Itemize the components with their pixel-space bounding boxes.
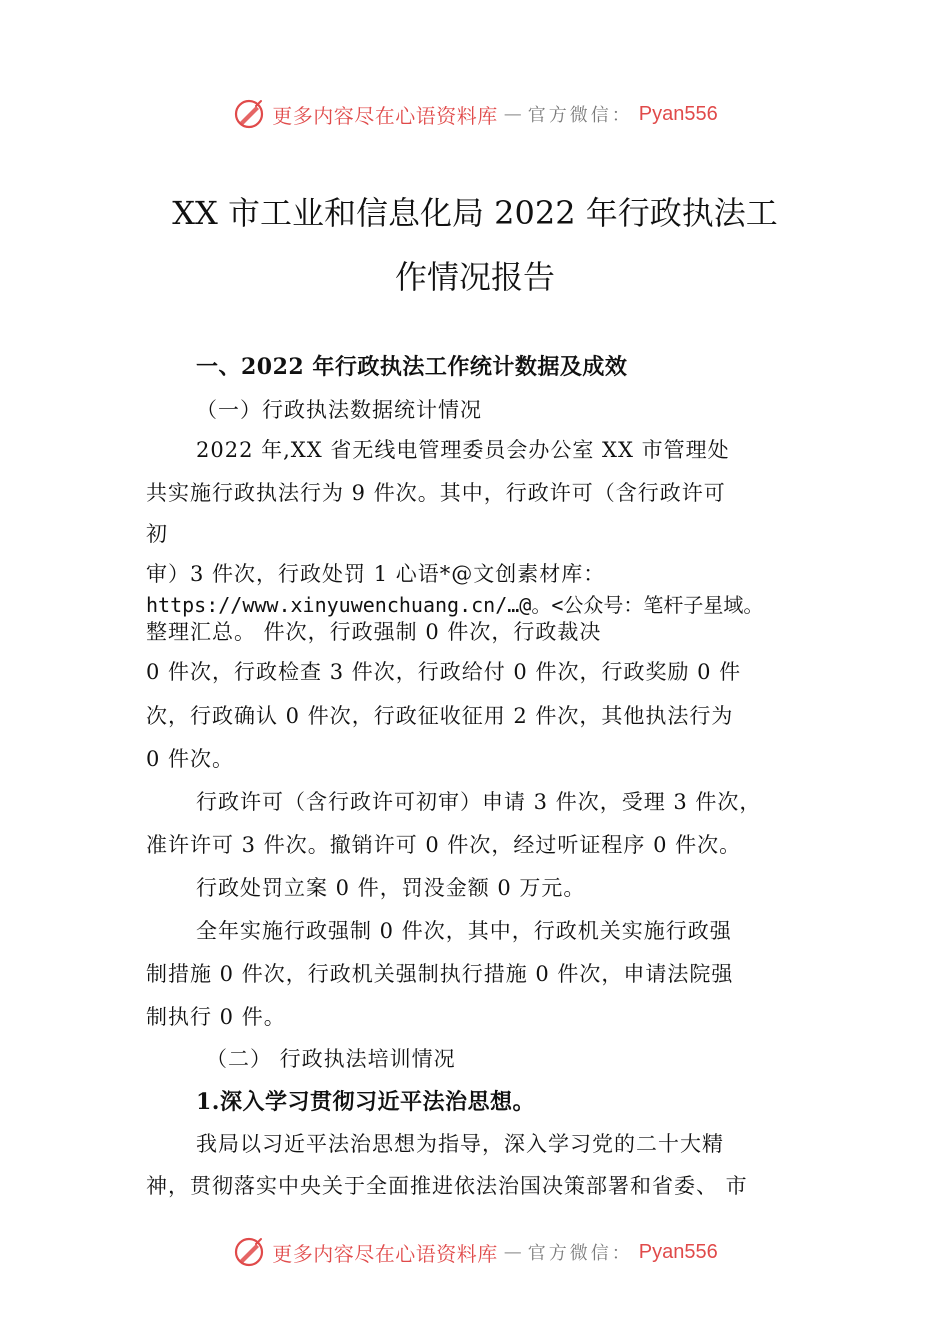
paragraph-line: 2022 年,XX 省无线电管理委员会办公室 XX 市管理处 — [196, 438, 730, 462]
paragraph-line: 审）3 件次，行政处罚 1 心语*@文创素材库： — [146, 562, 606, 586]
point-heading-1: 1.深入学习贯彻习近平法治思想。 — [196, 1089, 535, 1115]
paragraph-line: 神，贯彻落实中央关于全面推进依法治国决策部署和省委、 市 — [146, 1174, 748, 1198]
watermark-wechat-label: 官方微信： — [527, 1243, 633, 1264]
paragraph-line-url: https://www.xinyuwenchuang.cn/…@。<公众号：笔杆子星域。 — [146, 593, 764, 617]
paragraph-line: 行政处罚立案 0 件，罚没金额 0 万元。 — [196, 876, 586, 900]
paragraph-line: 整理汇总。 件次，行政强制 0 件次，行政裁决 — [146, 620, 602, 644]
watermark-brand: 更多内容尽在心语资料库 — [272, 1241, 498, 1266]
watermark-wechat-id: Pyan556 — [638, 102, 718, 125]
paragraph-line: 准许许可 3 件次。撤销许可 0 件次，经过听证程序 0 件次。 — [146, 833, 742, 857]
watermark-dash: — — [503, 103, 522, 125]
subsection-heading-2: （二） 行政执法培训情况 — [206, 1047, 456, 1071]
watermark-wechat-label: 官方微信： — [527, 105, 633, 126]
document-title-line-2: 作情况报告 — [394, 258, 555, 296]
paragraph-line: 共实施行政执法行为 9 件次。其中，行政许可（含行政许可 — [146, 481, 726, 505]
paragraph-line: 0 件次，行政检查 3 件次，行政给付 0 件次，行政奖励 0 件 — [146, 660, 742, 684]
watermark-dash: — — [503, 1241, 522, 1263]
watermark-brand: 更多内容尽在心语资料库 — [272, 103, 498, 128]
footer-watermark — [0, 1232, 950, 1272]
paragraph-line: 次，行政确认 0 件次，行政征收征用 2 件次，其他执法行为 — [146, 704, 734, 728]
paragraph-line: 0 件次。 — [146, 747, 235, 771]
paragraph-line: 初 — [146, 522, 168, 546]
watermark-wechat-id: Pyan556 — [638, 1240, 718, 1263]
section-heading-1: 一、2022 年行政执法工作统计数据及成效 — [196, 354, 628, 380]
document-title-line-1: XX 市工业和信息化局 2022 年行政执法工 — [172, 194, 778, 232]
header-watermark — [0, 94, 950, 134]
subsection-heading-1: （一）行政执法数据统计情况 — [196, 398, 482, 422]
quill-seal-icon — [232, 97, 266, 131]
paragraph-line: 制措施 0 件次，行政机关强制执行措施 0 件次，申请法院强 — [146, 962, 734, 986]
quill-seal-icon — [232, 1235, 266, 1269]
paragraph-line: 制执行 0 件。 — [146, 1005, 286, 1029]
paragraph-line: 全年实施行政强制 0 件次，其中，行政机关实施行政强 — [196, 919, 732, 943]
paragraph-line: 行政许可（含行政许可初审）申请 3 件次，受理 3 件次， — [196, 790, 762, 814]
paragraph-line: 我局以习近平法治思想为指导，深入学习党的二十大精 — [196, 1132, 724, 1156]
